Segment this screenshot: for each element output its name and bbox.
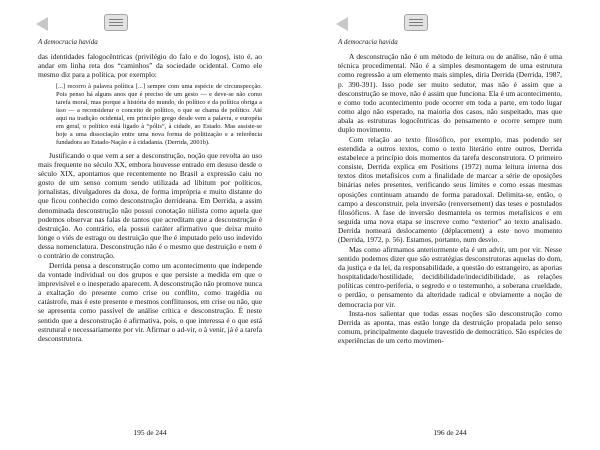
toc-button[interactable] (104, 14, 128, 31)
page-text (338, 52, 562, 418)
toc-button[interactable] (404, 14, 428, 31)
right-page (300, 0, 600, 450)
paragraph: A desconstrução não é um método de leitura ou de análise, não é uma técnica procedimental. Não é a simples desmontagem de uma estrutura como regressão a um elemento mais simples, diria Derrida (Derrida, 1987, p. 390-391). Isso pode ser muito sedutor, mas não é assim que a desconstrução se move, não é assim que funciona. Ela é um acontecimento, e como todo acontecimento pode ocorrer em toda a parte, em todo lugar como algo não esperado, na maioria dos casos, não suspeitado, mas que abala as estruturas logocêntricas do pensamento e ocorre sempre num duplo movimento. (338, 52, 562, 135)
paragraph: Insta-nos salientar que todas essas noções são desconstrução como Derrida as aponta, mas estão longe da destruição propalada pelo senso comum, principalmente daquele travestido de democrático. São espécies de experiências de um certo movimen- (338, 308, 562, 346)
running-header: A democracia havida (38, 38, 98, 46)
page-number: 196 de 244 (433, 428, 467, 437)
prev-page-arrow-icon[interactable] (336, 17, 348, 31)
paragraph: Mas como afirmamos anteriormente ela é um advir, um por vir. Nesse sentido podemos dizer que são estratégias desconstrutoras aquelas do dom, da justiça e da lei, da responsabilidade, a questão do estrangeiro, as aporias hospitalidade/hostilidade, decidibilidade/indecidibilidade, as relações políticas centro-periferia, o segredo e o testemunho, a soberana crueldade, o perdão, o pensamento da alteridade radical e obviamente a noção de democracia por vir. (338, 244, 562, 309)
paragraph: Com relação ao texto filosófico, por exemplo, mas podendo ser estendida a outros textos, como o texto literário entre outros, Derrida estabelece a princípio dois momentos da tarefa desconstrutora. O primeiro consiste, Derrida explica em Positions (1972) numa leitura interna dos textos ditos metafísicos com a finalidade de marcar a série de oposições binárias neles presentes, verificando seus limites e como essas mesmas oposições continuam atuando de forma paradoxal. Delimita-se, então, o campo a desconstruir, pela inversão (renversement) das teses e postulados filosóficos. A fase de inversão desmantela os termos metafísicos e em seguida uma nova etapa se inscreve como “exterior” ao texto analisado. Derrida nomeará deslocamento (déplacement) a este novo momento (Derrida, 1972, p. 56). Estamos, portanto, num desvio. (338, 134, 562, 245)
page-text (38, 52, 262, 418)
paragraph: Justificando o que vem a ser a desconstrução, noção que revolta ao uso mais frequente no século XX, embora houvesse entrado em desuso desde o século XIX, apontamos que recentemente no Brasil a expressão caiu no gosto de um senso comum sendo utilizada ad libitum por políticos, jornalistas, divulgadores da doxa, de forma imprópria e muito distante do que ficou conhecido como desconstrução derrideana. Em Derrida, a assim denominada desconstrução não possui conotação niilista como aquela que podemos observar nas falas de tantos que acreditam que a desconstrução é destruição. Ao contrário, ela possui caráter afirmativo que deixa muito longe o viés de estrago ou destruição que lhe é imputado pelo uso indevido dessa nomenclatura. Desconstrução não é o mesmo que destruição e nem é o contrário de construção. (38, 150, 262, 261)
paragraph: das identidades falogocêntricas (privilégio do falo e do logos), isto é, ao andar em linha reta dos “caminhos” da sociedade ocidental. Como ele mesmo diz para a política, por exemplo: (38, 52, 262, 80)
block-quote: [...] recorro à palavra política [...] sempre com uma espécie de circunspecção. Pois penso há alguns anos que é preciso de um gesto — e deve-se não como tarefa moral, mas porque a história do mundo, do político e da política obriga a isso — a reconsiderar o conceito de político, o que se chama de político. Até aqui na tradição ocidental, em princípio grego desde vem a palavra, e européia em geral, o político está ligado à “pólis”, à cidade, ao Estado. Mas assiste-se hoje a uma dissociação entre uma nova forma de politização e a referência fundadora ao Estado-Nação e à cidadania. (Derrida, 2001b). (56, 82, 262, 147)
page-number: 195 de 244 (133, 428, 167, 437)
prev-page-arrow-icon[interactable] (36, 17, 48, 31)
paragraph: Derrida pensa a desconstrução como um acontecimento que independe da vontade individual ou dos grupos e que persiste a medida em que o imprevisível e o inesperado aparecem. A desconstrução não promove nunca a exaltação do presente como crise ou conflito, como tragédia ou catástrofe, mas é este presente e mesmos conflituosos, em crise ou não, que se apresenta como passível de análise crítica e desconstrução. É neste sentido que a desconstrução é afirmativa, pois, o que interessa é o que está estrutural e necessariamente por vir. Afirmar o ad-vir, o à venir, já é a tarefa desconstrutora. (38, 260, 262, 343)
running-header: A democracia havida (338, 38, 398, 46)
